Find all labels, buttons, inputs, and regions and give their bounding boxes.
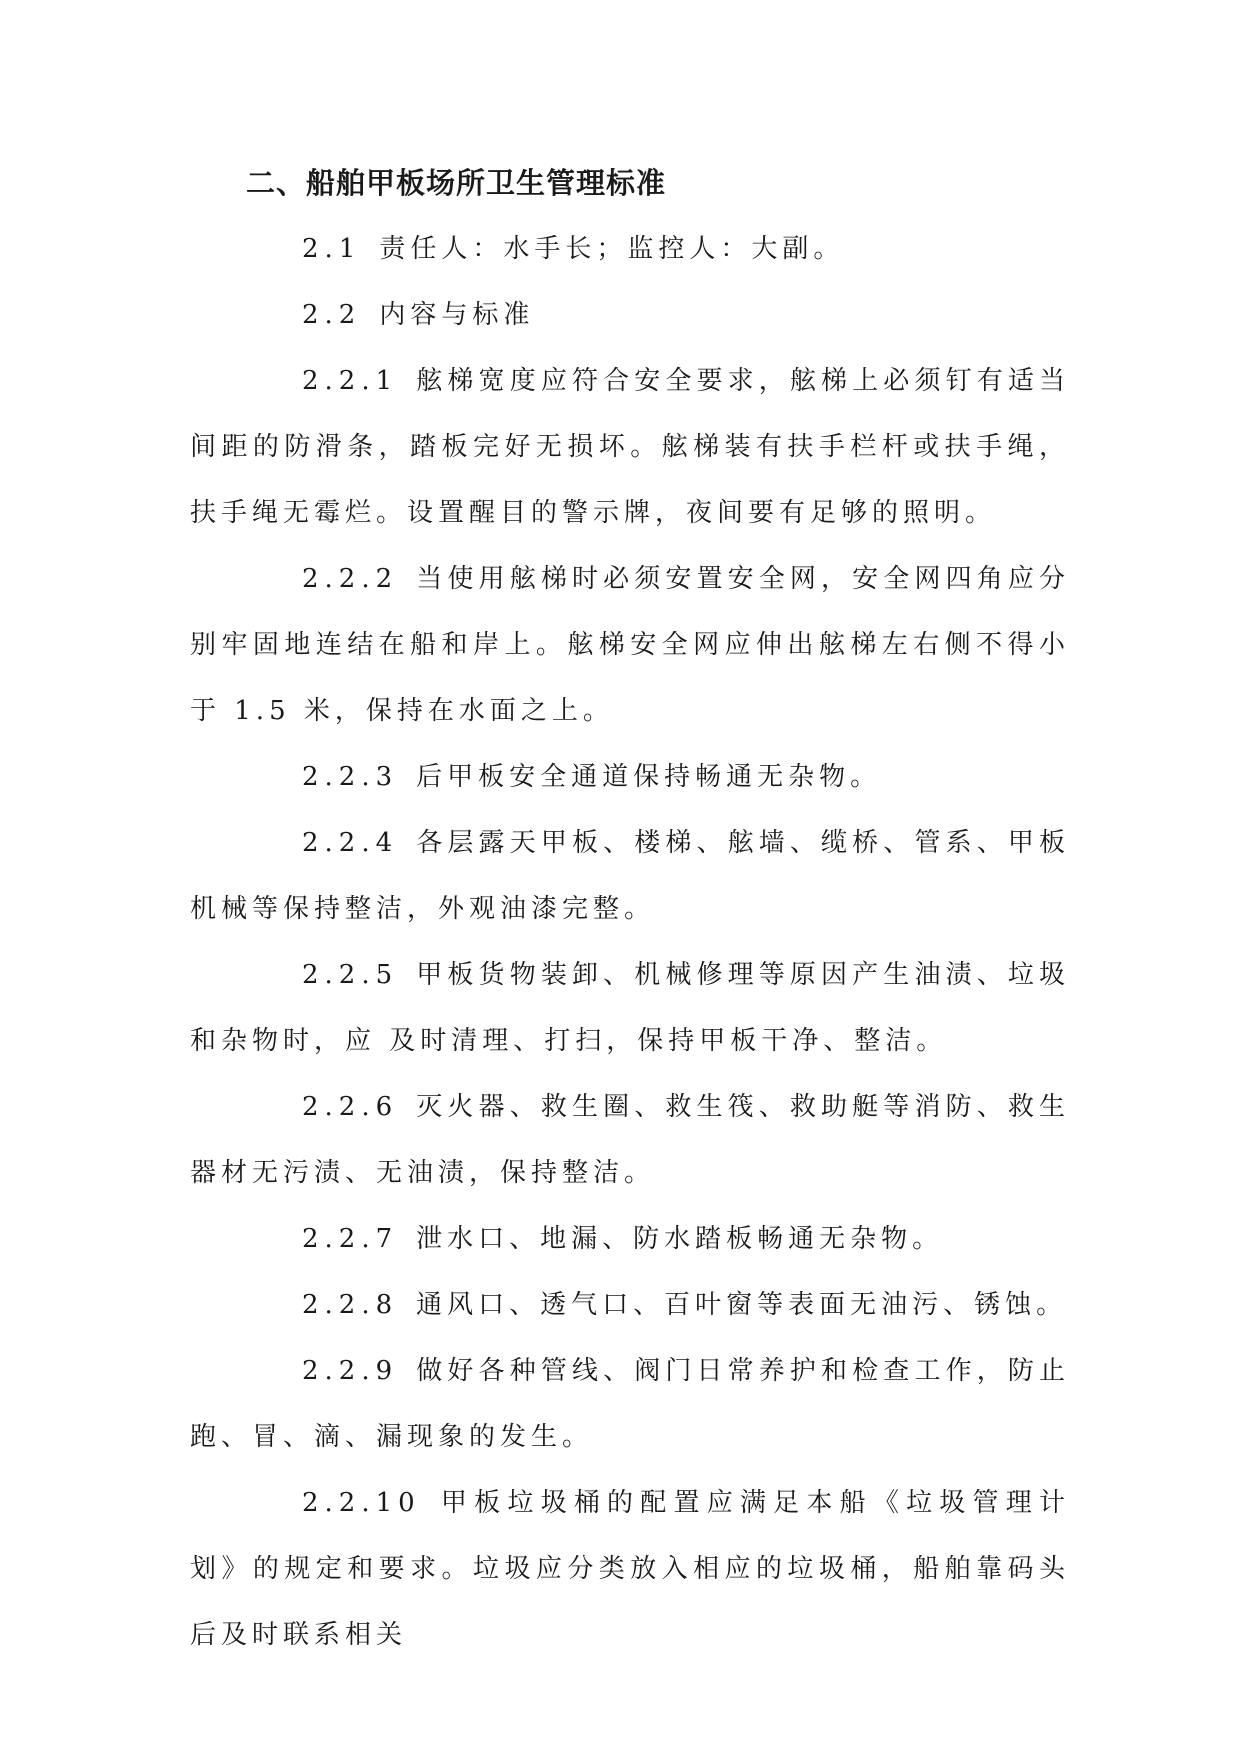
clause-2-1 [190, 216, 1070, 282]
clause-2-2-10 [190, 1470, 1070, 1668]
clause-text: 灭火器、救生圈、救生筏、救助艇等消防、救生器材无污渍、无油渍，保持整洁。 [190, 1092, 1070, 1188]
clause-number: 2.2.5 [302, 960, 399, 990]
clause-text: 各层露天甲板、楼梯、舷墙、缆桥、管系、甲板机械等保持整洁，外观油漆完整。 [190, 828, 1070, 924]
clause-number: 2.2.3 [302, 762, 399, 792]
clause-text: 泄水口、地漏、防水踏板畅通无杂物。 [416, 1224, 944, 1254]
clause-number: 2.2.6 [302, 1092, 399, 1122]
document-body [190, 150, 1070, 1668]
clause-number: 2.2.2 [302, 564, 399, 594]
clause-2-2-4 [190, 810, 1070, 942]
clause-text: 舷梯宽度应符合安全要求，舷梯上必须钉有适当间距的防滑条，踏板完好无损坏。舷梯装有扶手栏杆或扶手绳，扶手绳无霉烂。设置醒目的警示牌，夜间要有足够的照明。 [190, 366, 1070, 528]
clause-2-2-2 [190, 546, 1070, 744]
clause-number: 2.2.9 [302, 1356, 399, 1386]
clause-2-2-7 [190, 1206, 1070, 1272]
clause-2-2 [190, 282, 1070, 348]
clause-number: 2.2.8 [302, 1290, 399, 1320]
clause-text: 做好各种管线、阀门日常养护和检查工作，防止跑、冒、滴、漏现象的发生。 [190, 1356, 1070, 1452]
clause-text: 通风口、透气口、百叶窗等表面无油污、锈蚀。 [416, 1290, 1068, 1320]
clause-number: 2.2.10 [302, 1488, 421, 1518]
section-heading: 二、船舶甲板场所卫生管理标准 [246, 166, 667, 200]
clause-text: 责任人：水手长；监控人：大副。 [379, 234, 845, 264]
clause-number: 2.2.4 [302, 828, 399, 858]
clause-number: 2.2.7 [302, 1224, 399, 1254]
clause-2-2-1 [190, 348, 1070, 546]
clause-text: 后甲板安全通道保持畅通无杂物。 [416, 762, 882, 792]
clause-text: 内容与标准 [379, 300, 535, 330]
clause-2-2-3 [190, 744, 1070, 810]
clause-2-2-6 [190, 1074, 1070, 1206]
clause-number: 2.2.1 [302, 366, 399, 396]
clause-2-2-5 [190, 942, 1070, 1074]
clause-number: 2.2 [302, 300, 362, 330]
clause-text: 甲板垃圾桶的配置应满足本船《垃圾管理计划》的规定和要求。垃圾应分类放入相应的垃圾桶，船舶靠码头后及时联系相关 [190, 1488, 1070, 1650]
clause-number: 2.1 [302, 234, 362, 264]
clause-text: 甲板货物装卸、机械修理等原因产生油渍、垃圾和杂物时，应 及时清理、打扫，保持甲板干净、整洁。 [190, 960, 1070, 1056]
clause-2-2-9 [190, 1338, 1070, 1470]
clause-text: 当使用舷梯时必须安置安全网，安全网四角应分别牢固地连结在船和岸上。舷梯安全网应伸出舷梯左右侧不得小于 1.5 米，保持在水面之上。 [190, 564, 1070, 726]
clause-2-2-8 [190, 1272, 1070, 1338]
